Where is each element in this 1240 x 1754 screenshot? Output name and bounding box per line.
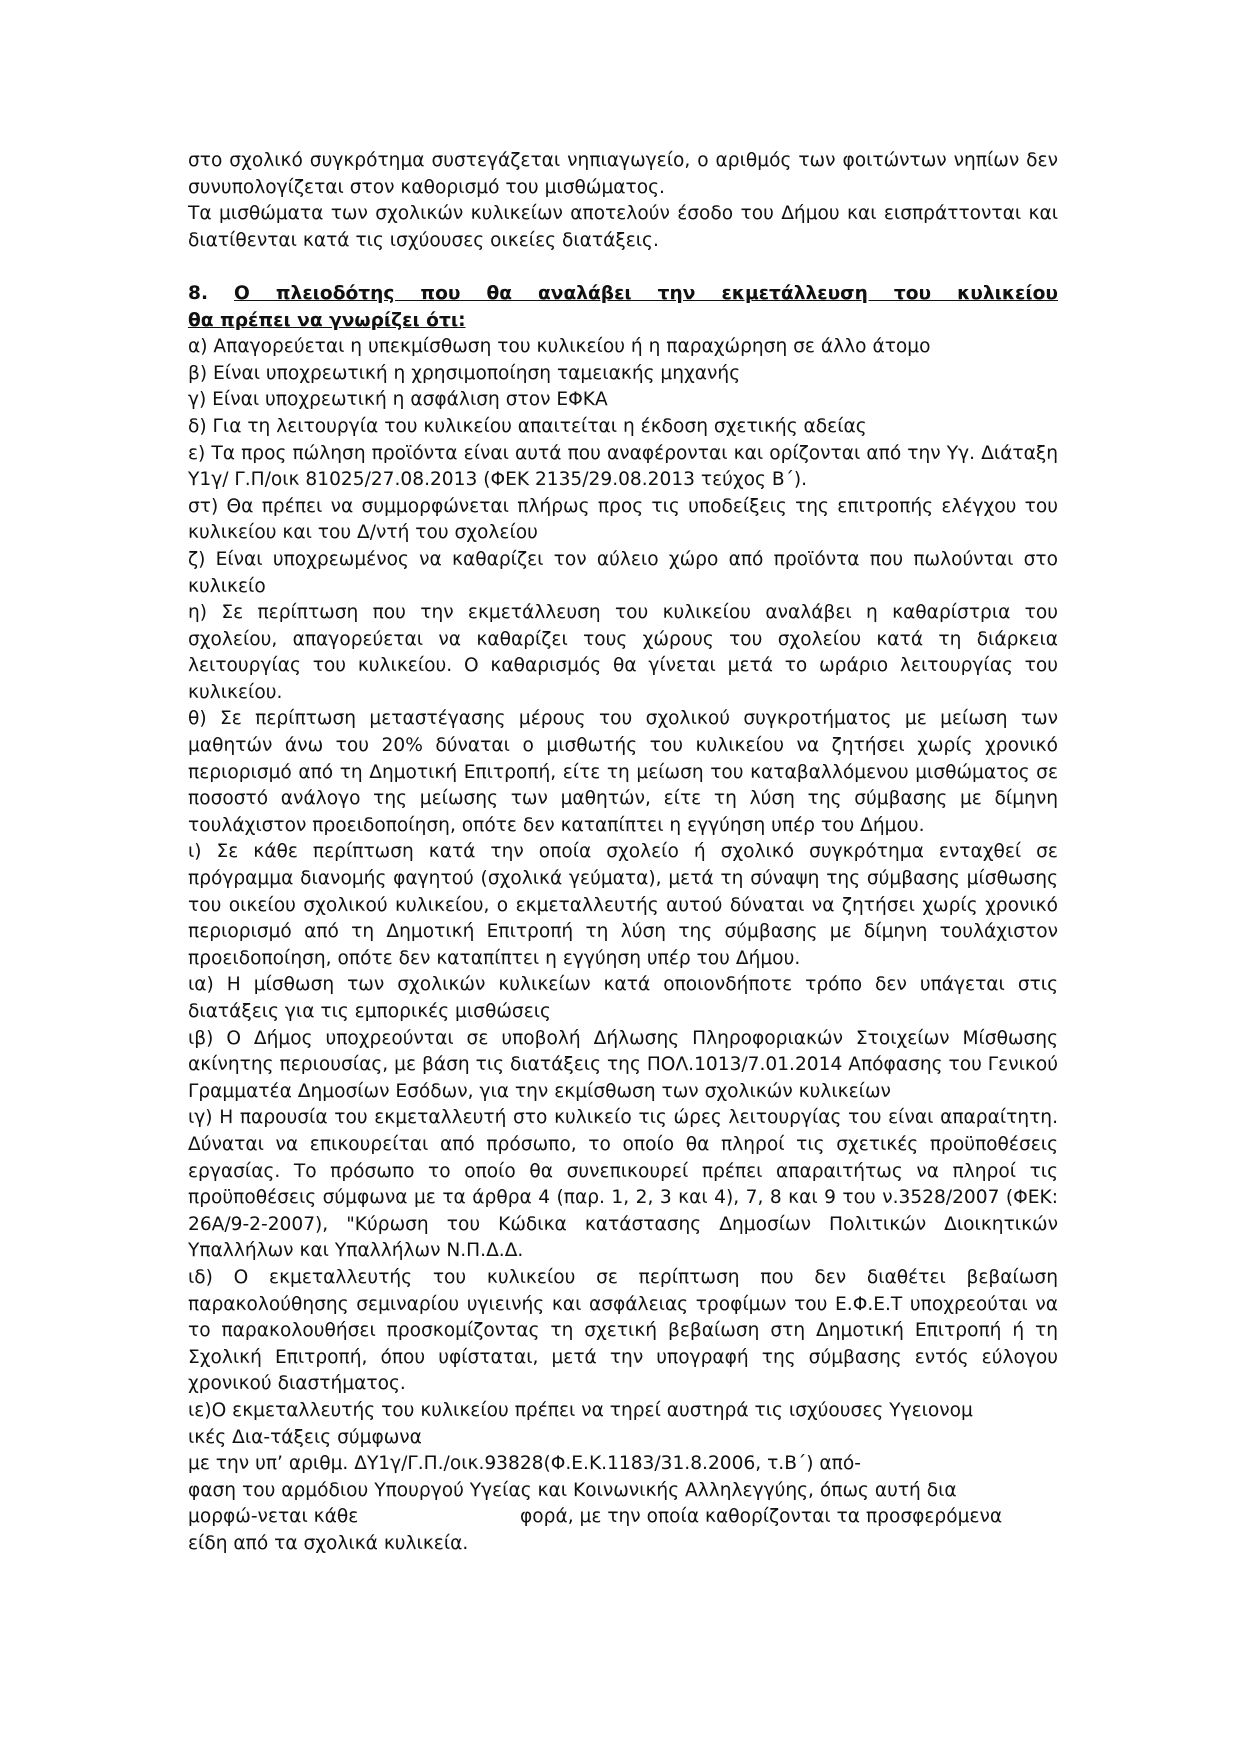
list-item: ιβ) Ο Δήμος υποχρεούνται σε υποβολή Δήλωσης Πληροφοριακών Στοιχείων Μίσθωσης ακίνητης περιουσίας, με βάση τις διατάξεις της ΠΟΛ.1013/7.01.2014 Απόφασης του Γενικού Γραμματέα Δημοσίων Εσόδων, για την εκμίσθωση των σχολικών κυλικείων <box>188 1027 1058 1102</box>
list-item: θ) Σε περίπτωση μεταστέγασης μέρους του σχολικού συγκροτήματος με μείωση των μαθητών άνω του 20% δύναται ο μισθωτής του κυλικείου να ζητήσει χωρίς χρονικό περιορισμό από τη Δημοτική Επιτροπή, είτε τη μείωση του καταβαλλόμενου μισθώματος σε ποσοστό ανάλογο της μείωσης των μαθητών, είτε τη λύση της σύμβασης με δίμηνη τουλάχιστον προειδοποίηση, οπότε δεν καταπίπτει η εγγύηση υπέρ του Δήμου. <box>188 708 1058 836</box>
last-item-line-2: ικές Δια-τάξεις σύμφωνα <box>188 1426 422 1448</box>
last-item-line-1: ιε)Ο εκμεταλλευτής του κυλικείου πρέπει να τηρεί αυστηρά τις ισχύουσες Υγειονομ <box>188 1399 973 1421</box>
list-item: η) Σε περίπτωση που την εκμετάλλευση του κυλικείου αναλάβει η καθαρίστρια του σχολείου, απαγορεύεται να καθαρίζει τους χώρους του σχολείου κατά τη διάρκεια λειτουργίας του κυλικείου. Ο καθαρισμός θα γίνεται μετά το ωράριο λειτουργίας του κυλικείου. <box>188 602 1058 703</box>
list-item: ε) Τα προς πώληση προϊόντα είναι αυτά που αναφέρονται και ορίζονται από την Υγ. Διάταξη Υ1γ/ Γ.Π/οικ 81025/27.08.2013 (ΦΕΚ 2135/29.08.2013 τεύχος Β΄). <box>188 442 1058 491</box>
list-item: β) Είναι υποχρεωτική η χρησιμοποίηση ταμειακής μηχανής <box>188 362 741 384</box>
section-heading-line-1 <box>188 281 1058 308</box>
intro-paragraph-1: στο σχολικό συγκρότημα συστεγάζεται νηπιαγωγείο, ο αριθμός των φοιτώντων νηπίων δεν συνυπολογίζεται στον καθορισμό του μισθώματος. <box>188 150 1058 198</box>
list-item: ιγ) Η παρουσία του εκμεταλλευτή στο κυλικείο τις ώρες λειτουργίας του είναι απαραίτητη. Δύναται να επικουρείται από πρόσωπο, το οποίο θα πληροί τις σχετικές προϋποθέσεις εργασίας. Το πρόσωπο το οποίο θα συνεπικουρεί πρέπει απαραιτήτως να πληροί τις προϋποθέσεις σύμφωνα με τα άρθρα 4 (παρ. 1, 2, 3 και 4), 7, 8 και 9 του ν.3528/2007 (ΦΕΚ: 26Α/9-2-2007), "Κύρωση του Κώδικα κατάστασης Δημοσίων Πολιτικών Διοικητικών Υπαλλήλων και Υπαλλήλων Ν.Π.Δ.Δ. <box>188 1107 1058 1262</box>
last-item-line-5 <box>188 1504 1058 1531</box>
list-item: στ) Θα πρέπει να συμμορφώνεται πλήρως προς τις υποδείξεις της επιτροπής ελέγχου του κυλικείου και του Δ/ντή του σχολείου <box>188 495 1058 544</box>
list-item: ια) Η μίσθωση των σχολικών κυλικείων κατά οποιονδήποτε τρόπο δεν υπάγεται στις διατάξεις για τις εμπορικές μισθώσεις <box>188 974 1058 1022</box>
last-item-line-5b: φορά, με την οποία καθορίζονται τα προσφερόμενα <box>520 1506 1003 1528</box>
section-heading <box>188 281 1058 334</box>
section-items <box>188 334 1058 1557</box>
list-item: ζ) Είναι υποχρεωμένος να καθαρίζει τον αύλειο χώρο από προϊόντα που πωλούνται στο κυλικείο <box>188 548 1058 597</box>
list-item: ι) Σε κάθε περίπτωση κατά την οποία σχολείο ή σχολικό συγκρότημα ενταχθεί σε πρόγραμμα διανομής φαγητού (σχολικά γεύματα), μετά τη σύναψη της σύμβασης μίσθωσης του οικείου σχολικού κυλικείου, ο εκμεταλλευτής αυτού δύναται να ζητήσει χωρίς χρονικό περιορισμό από τη Δημοτική Επιτροπή τη λύση της σύμβασης με δίμηνη τουλάχιστον προειδοποίηση, οπότε δεν καταπίπτει η εγγύηση υπέρ του Δήμου. <box>188 841 1058 969</box>
list-item: γ) Είναι υποχρεωτική η ασφάλιση στον ΕΦΚΑ <box>188 389 608 411</box>
list-item-last <box>188 1398 1058 1558</box>
last-item-line-4: φαση του αρμόδιου Υπουργού Υγείας και Κοινωνικής Αλληλεγγύης, όπως αυτή δια <box>188 1479 957 1501</box>
section-title-part-1: Ο πλειοδότης που θα αναλάβει την εκμετάλλευση του κυλικείου <box>234 282 1058 304</box>
list-item: δ) Για τη λειτουργία του κυλικείου απαιτείται η έκδοση σχετικής αδείας <box>188 415 867 437</box>
spacer <box>188 254 1058 281</box>
last-item-line-6: είδη από τα σχολικά κυλικεία. <box>188 1532 469 1554</box>
document-page <box>188 148 1058 1557</box>
list-item: ιδ) Ο εκμεταλλευτής του κυλικείου σε περίπτωση που δεν διαθέτει βεβαίωση παρακολούθησης σεμιναρίου υγιεινής και ασφάλειας τροφίμων του Ε.Φ.Ε.Τ υποχρεούται να το παρακολουθήσει προσκομίζοντας τη σχετική βεβαίωση στη Δημοτική Επιτροπή ή τη Σχολική Επιτροπή, όπου υφίσταται, μετά την υπογραφή της σύμβασης εντός εύλογου χρονικού διαστήματος. <box>188 1266 1058 1395</box>
section-title-part-2: θα πρέπει να γνωρίζει ότι: <box>188 309 466 331</box>
section-number: 8. <box>188 282 209 304</box>
last-item-line-3: με την υπ’ αριθμ. ΔΥ1γ/Γ.Π./οικ.93828(Φ.Ε.Κ.1183/31.8.2006, τ.Β΄) από- <box>188 1453 861 1475</box>
list-item: α) Απαγορεύεται η υπεκμίσθωση του κυλικείου ή η παραχώρηση σε άλλο άτομο <box>188 336 931 358</box>
intro-paragraph-2: Τα μισθώματα των σχολικών κυλικείων αποτελούν έσοδο του Δήμου και εισπράττονται και διατίθενται κατά τις ισχύουσες οικείες διατάξεις. <box>188 203 1058 251</box>
last-item-line-5a: μορφώ-νεται κάθε <box>188 1506 359 1528</box>
